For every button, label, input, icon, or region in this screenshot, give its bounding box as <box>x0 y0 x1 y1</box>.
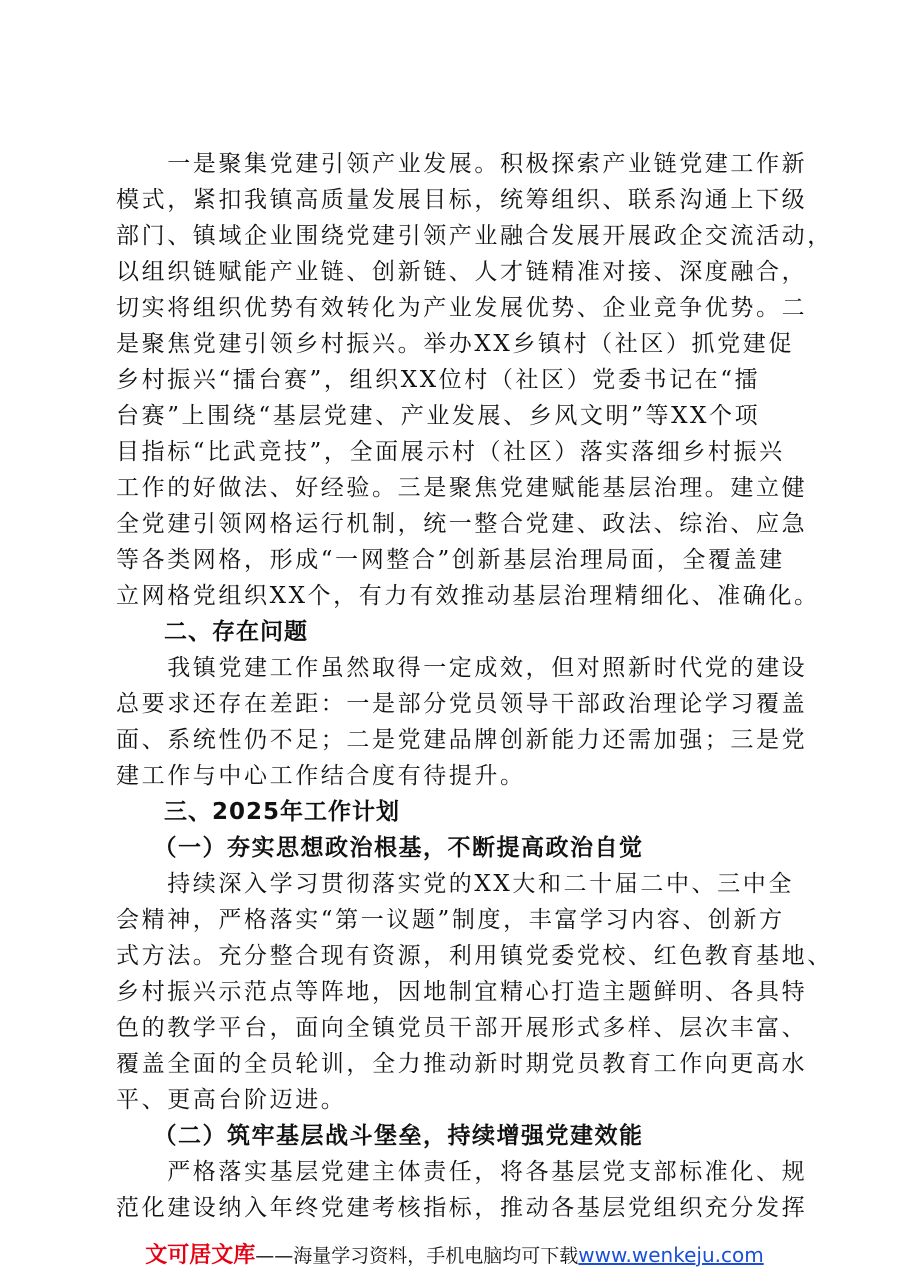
paragraph-line: 乡村振兴“擂台赛”，组织XX位村（社区）党委书记在“擂 <box>116 367 761 393</box>
paragraph-line: 目指标“比武竞技”，全面展示村（社区）落实落细乡村振兴 <box>116 439 785 465</box>
paragraph-line: 等各类网格，形成“一网整合”创新基层治理局面，全覆盖建 <box>116 547 785 573</box>
paragraph-line: 面、系统性仍不足；二是党建品牌创新能力还需加强；三是党 <box>116 727 808 753</box>
paragraph-line: 部门、镇域企业围绕党建引领产业融合发展开展政企交流活动， <box>116 223 833 249</box>
paragraph-line: 台赛”上围绕“基层党建、产业发展、乡风文明”等XX个项 <box>116 403 761 429</box>
paragraph-line: 模式，紧扣我镇高质量发展目标，统筹组织、联系沟通上下级 <box>116 187 808 213</box>
paragraph-line: 平、更高台阶迈进。 <box>116 1087 347 1113</box>
paragraph-line: 一是聚集党建引领产业发展。积极探索产业链党建工作新 <box>116 151 808 177</box>
paragraph-line: 覆盖全面的全员轮训，全力推动新时期党员教育工作向更高水 <box>116 1051 808 1077</box>
paragraph-line: 总要求还存在差距：一是部分党员领导干部政治理论学习覆盖 <box>116 691 808 717</box>
section-heading: 三、2025年工作计划 <box>116 799 401 825</box>
subsection-heading: （一）夯实思想政治根基，不断提高政治自觉 <box>116 834 644 861</box>
paragraph-line: 以组织链赋能产业链、创新链、人才链精准对接、深度融合， <box>116 259 808 285</box>
subsection-heading: （二）筑牢基层战斗堡垒，持续增强党建效能 <box>116 1122 644 1149</box>
paragraph-line: 切实将组织优势有效转化为产业发展优势、企业竞争优势。二 <box>116 295 808 321</box>
footer-tagline: ——海量学习资料，手机电脑均可下载 <box>255 1245 579 1267</box>
footer-url-link[interactable]: www.wenkeju.com <box>578 1243 764 1267</box>
paragraph-line: 式方法。充分整合现有资源，利用镇党委党校、红色教育基地、 <box>116 943 833 969</box>
footer-banner <box>0 1240 909 1271</box>
paragraph-line: 是聚焦党建引领乡村振兴。举办XX乡镇村（社区）抓党建促 <box>116 331 794 357</box>
section-heading: 二、存在问题 <box>116 619 308 645</box>
paragraph-line: 全党建引领网格运行机制，统一整合党建、政法、综治、应急 <box>116 511 808 537</box>
paragraph-line: 工作的好做法、好经验。三是聚焦党建赋能基层治理。建立健 <box>116 475 808 501</box>
paragraph-line: 色的教学平台，面向全镇党员干部开展形式多样、层次丰富、 <box>116 1015 808 1041</box>
paragraph-line: 范化建设纳入年终党建考核指标，推动各基层党组织充分发挥 <box>116 1195 808 1221</box>
footer-brand: 文可居文库 <box>145 1243 256 1268</box>
paragraph-line: 建工作与中心工作结合度有待提升。 <box>116 763 526 789</box>
paragraph-line: 立网格党组织XX个，有力有效推动基层治理精细化、准确化。 <box>116 583 820 609</box>
paragraph-line: 会精神，严格落实“第一议题”制度，丰富学习内容、创新方 <box>116 907 785 933</box>
paragraph-line: 我镇党建工作虽然取得一定成效，但对照新时代党的建设 <box>116 655 808 681</box>
paragraph-line: 乡村振兴示范点等阵地，因地制宜精心打造主题鲜明、各具特 <box>116 979 808 1005</box>
paragraph-line: 持续深入学习贯彻落实党的XX大和二十届二中、三中全 <box>116 871 794 897</box>
paragraph-line: 严格落实基层党建主体责任，将各基层党支部标准化、规 <box>116 1159 808 1185</box>
